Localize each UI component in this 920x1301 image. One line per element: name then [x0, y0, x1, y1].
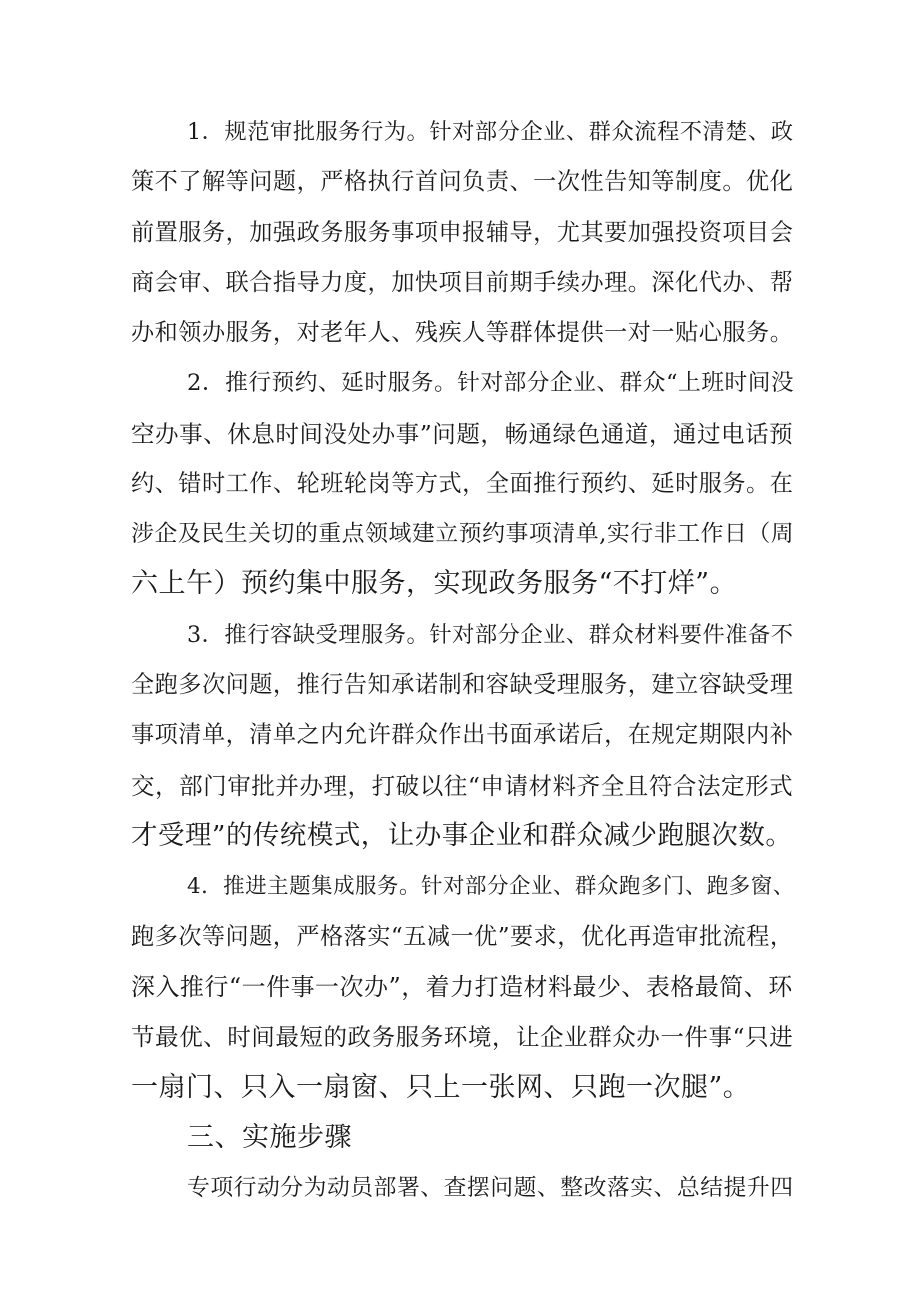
p3-line-4: 交，部门审批并办理，打破以往“申请材料齐全且符合法定形式	[131, 772, 794, 800]
p2-line-2: 空办事、休息时间没处办事”问题，畅通绿色通道，通过电话预	[131, 420, 794, 448]
p1-line-1: 1．规范审批服务行为。针对部分企业、群众流程不清楚、政	[187, 119, 794, 145]
p1-line-4: 商会审、联合指导力度，加快项目前期手续办理。深化代办、帮	[131, 269, 794, 296]
p2-line-1: 2．推行预约、延时服务。针对部分企业、群众“上班时间没	[187, 370, 795, 396]
section-heading: 三、实施步骤	[187, 1122, 352, 1153]
p1-line-2: 策不了解等问题，严格执行首问负责、一次性告知等制度。优化	[131, 168, 794, 195]
p4-line-2: 跑多次等问题，严格落实“五减一优”要求，优化再造审批流程，	[131, 924, 794, 950]
p3-line-3: 事项清单，清单之内允许群众作出书面承诺后，在规定期限内补	[131, 721, 794, 748]
p4-line-3: 深入推行“一件事一次办”，着力打造材料最少、表格最简、环	[131, 973, 793, 1001]
p2-line-4: 涉企及民生关切的重点领域建立预约事项清单,实行非工作日（周	[131, 521, 795, 547]
p3-line-1: 3．推行容缺受理服务。针对部分企业、群众材料要件准备不	[187, 622, 794, 648]
p5-line-1: 专项行动分为动员部署、查摆问题、整改落实、总结提升四	[187, 1175, 794, 1201]
p2-line-3: 约、错时工作、轮班轮岗等方式，全面推行预约、延时服务。在	[131, 470, 794, 497]
p3-line-5: 才受理”的传统模式，让办事企业和群众减少跑腿次数。	[131, 820, 793, 851]
p2-line-5: 六上午）预约集中服务，实现政务服务“不打烊”。	[131, 568, 738, 599]
p4-line-4: 节最优、时间最短的政务服务环境，让企业群众办一件事“只进	[131, 1023, 794, 1051]
p1-line-3: 前置服务，加强政务服务事项申报辅导，尤其要加强投资项目会	[131, 219, 794, 246]
p3-line-2: 全跑多次问题，推行告知承诺制和容缺受理服务，建立容缺受理	[131, 671, 794, 698]
p4-line-5: 一扇门、只入一扇窗、只上一张网、只跑一次腿”。	[131, 1072, 751, 1103]
p4-line-1: 4．推进主题集成服务。针对部分企业、群众跑多门、跑多窗、	[187, 874, 795, 899]
p1-line-5: 办和领办服务，对老年人、残疾人等群体提供一对一贴心服务。	[131, 319, 794, 346]
